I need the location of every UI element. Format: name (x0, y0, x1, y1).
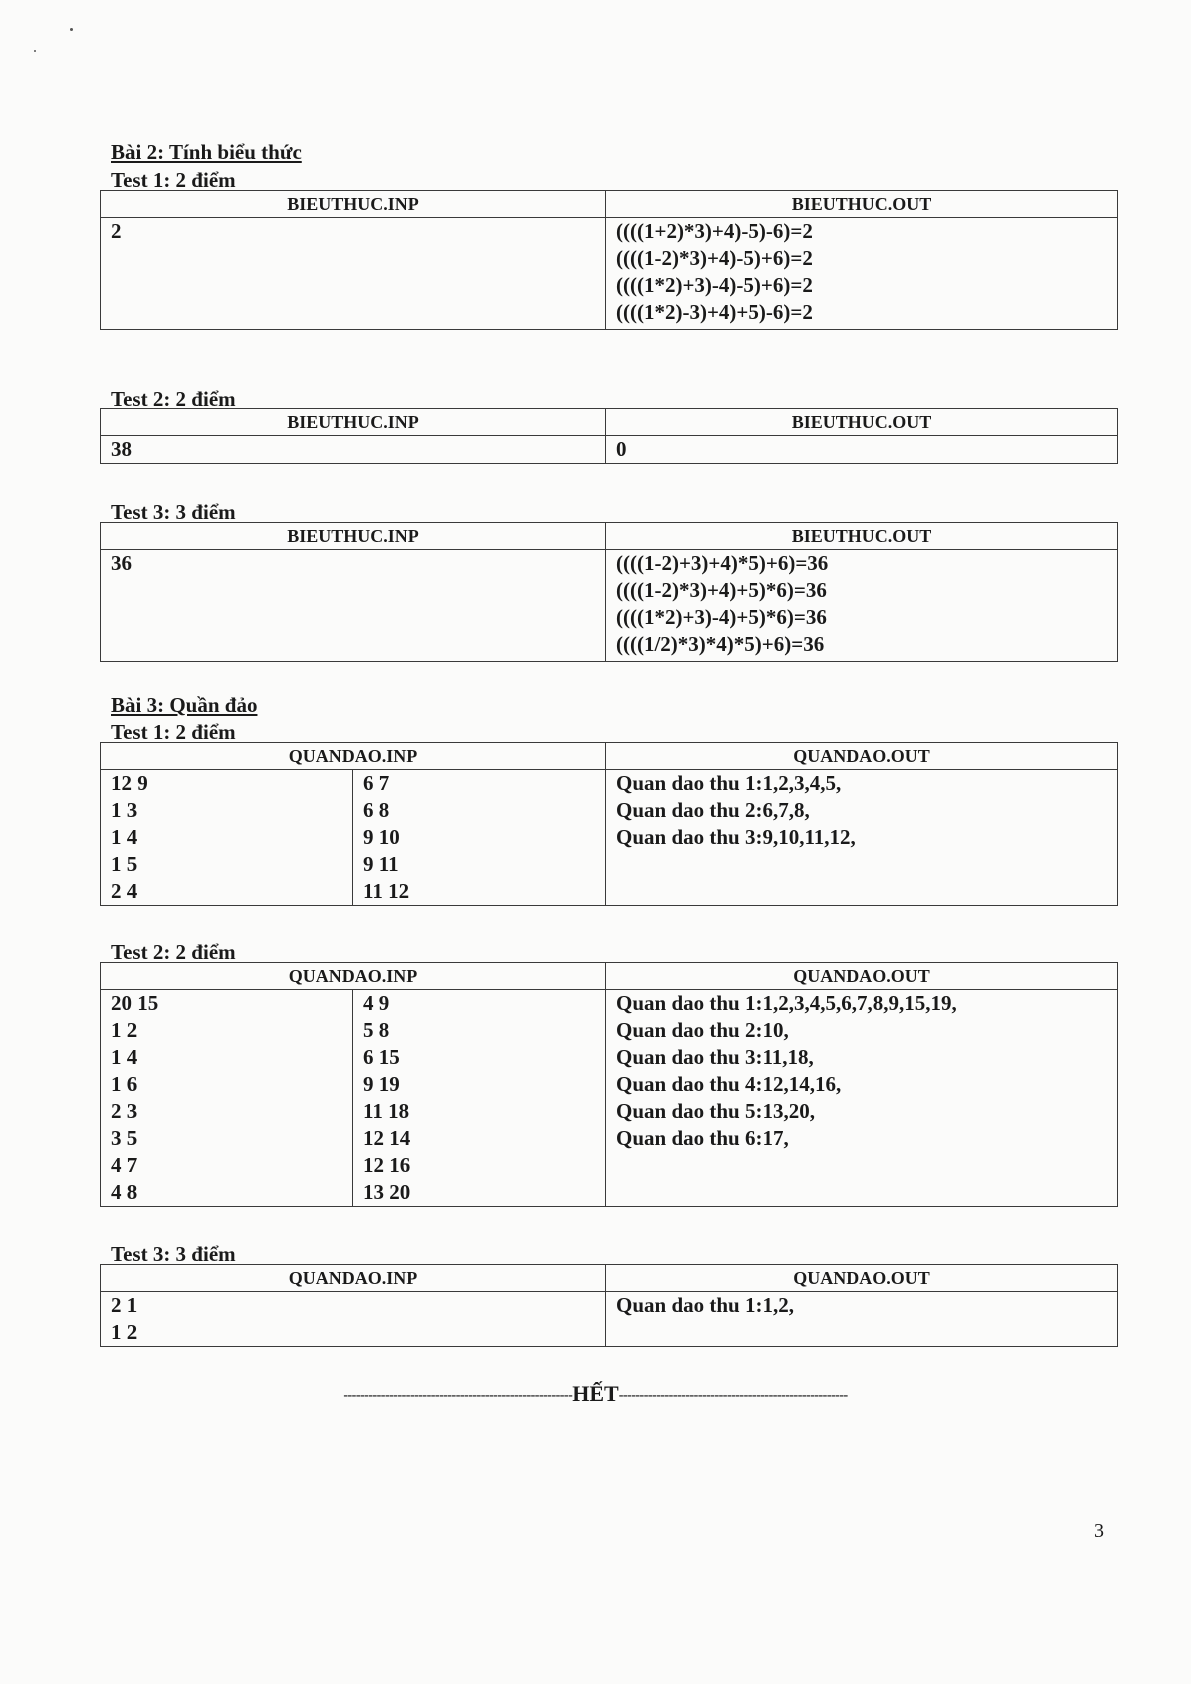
inp-cell-col1 (101, 990, 353, 1207)
inp-line: 2 1 (111, 1293, 138, 1317)
inp-cell (101, 550, 606, 662)
inp-line: 5 8 (363, 1018, 390, 1042)
io-table-quandao-test1 (100, 742, 1118, 906)
scan-speck (34, 50, 36, 52)
inp-line: 11 12 (363, 879, 410, 903)
io-table-bieuthuc-test2 (100, 408, 1118, 464)
out-line: Quan dao thu 3:9,10,11,12, (616, 825, 856, 849)
out-header: BIEUTHUC.OUT (606, 409, 1118, 436)
out-line: ((((1*2)+3)-4)-5)+6)=2 (616, 273, 813, 297)
io-table-quandao-test2 (100, 962, 1118, 1207)
inp-cell-col2 (353, 770, 606, 906)
inp-line: 12 16 (363, 1153, 411, 1177)
scan-speck (70, 28, 73, 31)
out-line: Quan dao thu 1:1,2,3,4,5,6,7,8,9,15,19, (616, 991, 957, 1015)
out-line: Quan dao thu 1:1,2,3,4,5, (616, 771, 842, 795)
test-title: Test 2: 2 điểm (111, 387, 236, 411)
inp-line: 1 2 (111, 1018, 138, 1042)
out-line: ((((1*2)-3)+4)+5)-6)=2 (616, 300, 813, 324)
inp-header: BIEUTHUC.INP (101, 523, 606, 550)
inp-cell (101, 436, 606, 464)
out-header: QUANDAO.OUT (606, 1265, 1118, 1292)
section-title-bai3: Bài 3: Quần đảo (111, 693, 258, 717)
end-dashes-left: ------------------------------------------------------- (343, 1387, 573, 1403)
out-line: 0 (616, 437, 627, 461)
inp-line: 4 8 (111, 1180, 138, 1204)
test-title: Test 2: 2 điểm (111, 940, 236, 964)
inp-line: 6 15 (363, 1045, 400, 1069)
inp-cell-col1 (101, 770, 353, 906)
io-table-bieuthuc-test3 (100, 522, 1118, 662)
inp-line: 1 6 (111, 1072, 138, 1096)
inp-line: 1 2 (111, 1320, 138, 1344)
out-line: Quan dao thu 2:10, (616, 1018, 789, 1042)
out-line: ((((1+2)*3)+4)-5)-6)=2 (616, 219, 813, 243)
inp-line: 38 (111, 437, 132, 461)
inp-line: 3 5 (111, 1126, 138, 1150)
inp-line: 1 4 (111, 825, 138, 849)
out-line: Quan dao thu 1:1,2, (616, 1293, 794, 1317)
inp-line: 1 5 (111, 852, 138, 876)
inp-header: BIEUTHUC.INP (101, 409, 606, 436)
out-cell (606, 1292, 1118, 1347)
end-marker (0, 1381, 1191, 1407)
inp-line: 12 9 (111, 771, 148, 795)
inp-line: 9 19 (363, 1072, 400, 1096)
out-header: BIEUTHUC.OUT (606, 191, 1118, 218)
inp-line: 9 11 (363, 852, 399, 876)
out-cell (606, 990, 1118, 1207)
inp-cell (101, 218, 606, 330)
inp-line: 4 9 (363, 991, 390, 1015)
test-title: Test 3: 3 điểm (111, 1242, 236, 1266)
inp-line: 12 14 (363, 1126, 411, 1150)
end-text: HẾT (572, 1381, 619, 1406)
section-title-bai2: Bài 2: Tính biểu thức (111, 140, 302, 164)
inp-header: QUANDAO.INP (101, 963, 606, 990)
inp-line: 2 4 (111, 879, 138, 903)
inp-line: 13 20 (363, 1180, 411, 1204)
out-line: ((((1-2)*3)+4)+5)*6)=36 (616, 578, 827, 602)
test-title: Test 1: 2 điểm (111, 168, 236, 192)
inp-line: 6 8 (363, 798, 390, 822)
out-cell (606, 436, 1118, 464)
out-line: Quan dao thu 3:11,18, (616, 1045, 814, 1069)
inp-line: 2 (111, 219, 122, 243)
out-line: ((((1-2)*3)+4)-5)+6)=2 (616, 246, 813, 270)
page-number: 3 (1094, 1520, 1104, 1542)
inp-line: 1 4 (111, 1045, 138, 1069)
end-dashes-right: ------------------------------------------------------- (618, 1387, 848, 1403)
inp-line: 11 18 (363, 1099, 410, 1123)
inp-line: 2 3 (111, 1099, 138, 1123)
test-title: Test 3: 3 điểm (111, 500, 236, 524)
out-line: ((((1/2)*3)*4)*5)+6)=36 (616, 632, 825, 656)
inp-line: 36 (111, 551, 132, 575)
out-line: Quan dao thu 5:13,20, (616, 1099, 815, 1123)
out-line: Quan dao thu 2:6,7,8, (616, 798, 810, 822)
out-cell (606, 770, 1118, 906)
inp-cell (101, 1292, 606, 1347)
inp-line: 9 10 (363, 825, 400, 849)
test-title: Test 1: 2 điểm (111, 720, 236, 744)
inp-line: 1 3 (111, 798, 138, 822)
out-cell (606, 218, 1118, 330)
io-table-quandao-test3 (100, 1264, 1118, 1347)
out-cell (606, 550, 1118, 662)
out-header: QUANDAO.OUT (606, 963, 1118, 990)
inp-line: 6 7 (363, 771, 390, 795)
out-header: QUANDAO.OUT (606, 743, 1118, 770)
out-line: ((((1*2)+3)-4)+5)*6)=36 (616, 605, 827, 629)
inp-header: QUANDAO.INP (101, 1265, 606, 1292)
inp-cell-col2 (353, 990, 606, 1207)
inp-header: QUANDAO.INP (101, 743, 606, 770)
inp-header: BIEUTHUC.INP (101, 191, 606, 218)
out-line: Quan dao thu 4:12,14,16, (616, 1072, 842, 1096)
inp-line: 20 15 (111, 991, 159, 1015)
out-line: ((((1-2)+3)+4)*5)+6)=36 (616, 551, 829, 575)
out-header: BIEUTHUC.OUT (606, 523, 1118, 550)
inp-line: 4 7 (111, 1153, 138, 1177)
out-line: Quan dao thu 6:17, (616, 1126, 789, 1150)
io-table-bieuthuc-test1 (100, 190, 1118, 330)
